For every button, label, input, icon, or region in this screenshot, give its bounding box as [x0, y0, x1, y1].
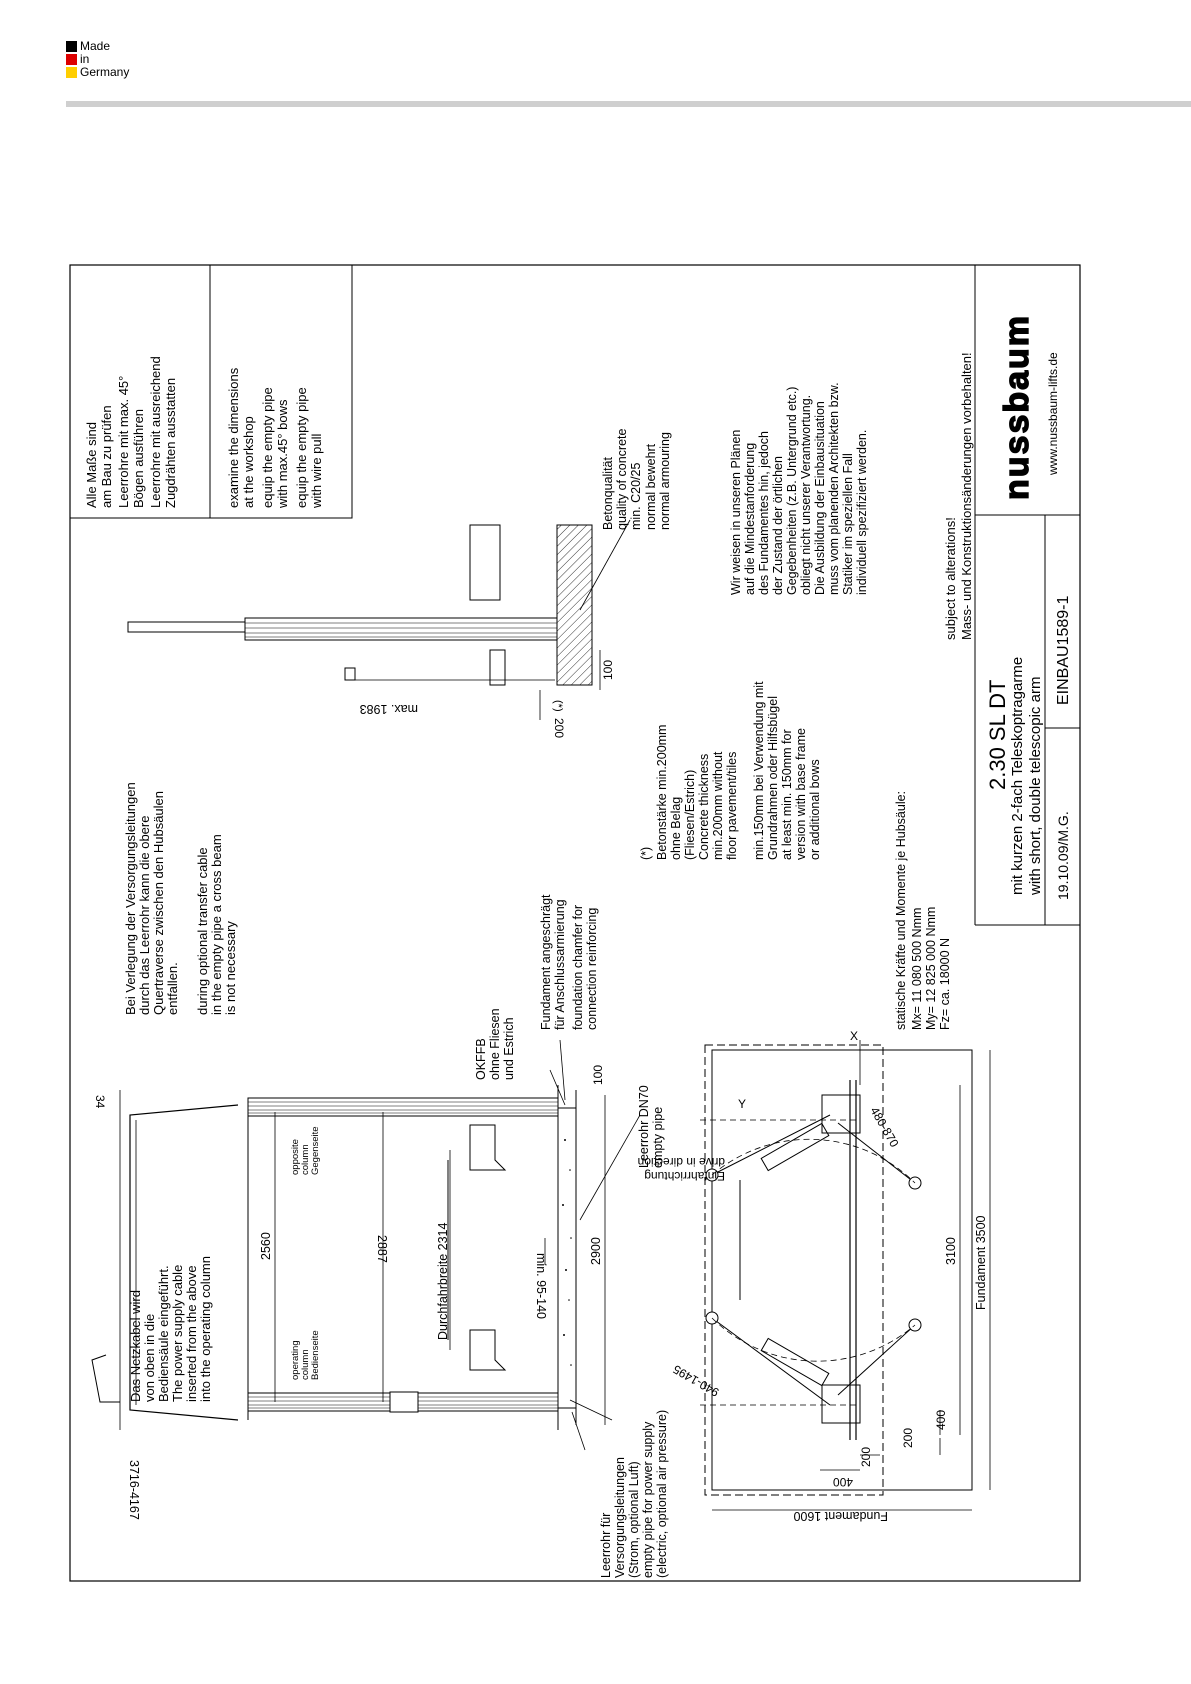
title-text — [985, 680, 1010, 790]
dim-940: 940-1495 — [670, 1362, 722, 1400]
force-my: My= 12 825 000 Nmm — [924, 906, 938, 1030]
side-foundation — [557, 525, 592, 685]
lift-arms-front — [448, 1125, 505, 1370]
okffb-2: ohne Fliesen — [488, 1008, 502, 1080]
control-box — [390, 1392, 418, 1412]
note-en-1: examine the dimensions — [226, 367, 241, 508]
note-de-3: Leerrohre mit max. 45° — [116, 375, 131, 508]
dim-200c-label — [901, 1428, 915, 1448]
sp-5: (electric, optional air pressure) — [655, 1409, 669, 1578]
dim-100b: 100 — [601, 659, 615, 680]
mindest-10: individuell spezifiziert werden. — [855, 429, 869, 595]
bf-5: or additional bows — [808, 759, 822, 860]
dim-3100-label — [944, 1237, 958, 1265]
oc-1: opposite — [290, 1139, 301, 1175]
mindest-5: Gegebenheiten (z.B. Untergrund etc.) — [785, 386, 799, 595]
pc-6: into the operating column — [198, 1256, 213, 1402]
dim-400b-label — [934, 1410, 948, 1430]
cb-de-4: entfallen. — [165, 962, 180, 1015]
cb-de-1: Bei Verlegung der Versorgungsleitungen — [123, 782, 138, 1015]
badge-in: in — [80, 52, 90, 66]
title-de: mit kurzen 2-fach Teleskoptragarme — [1009, 656, 1026, 895]
baseframe-note — [752, 681, 822, 860]
dim-2887: 2887 — [375, 1235, 389, 1263]
cq-5: normal armouring — [658, 432, 672, 530]
website: www.nussbaum-lifts.de — [1046, 352, 1060, 475]
ct-7: floor pavement/tiles — [725, 751, 739, 860]
oc-2: column — [300, 1144, 311, 1175]
ct-2: Betonstärke min.200mm — [655, 724, 669, 860]
dim-200a: 200 — [552, 718, 566, 739]
badge-germany: Germany — [80, 65, 130, 79]
cb-en-1: during optional transfer cable — [195, 847, 210, 1015]
dim-400a: 400 — [832, 1475, 853, 1489]
note-de-5: Leerrohre mit ausreichend — [148, 356, 163, 508]
alterations-de: Mass- und Konstruktionsänderungen vorbehalten! — [959, 352, 974, 640]
dim-480-label — [867, 1105, 901, 1150]
opc-3: Bedienseite — [310, 1330, 321, 1380]
opposite-column-label — [290, 1126, 321, 1175]
mindest-8: muss vom planenden Architekten bzw. — [827, 382, 841, 595]
dim-2560-label — [259, 1232, 273, 1260]
foundation-outline — [712, 1050, 972, 1490]
mindest-6: obliegt nicht unserer Verantwortung. — [799, 394, 813, 595]
title-model: 2.30 SL DT — [985, 679, 1010, 790]
dim-1600: Fundament 1600 — [793, 1509, 888, 1523]
drawing-number-label — [1055, 596, 1072, 705]
ct-4: (Fliesen/Estrich) — [683, 769, 697, 860]
brand-wordmark: nussbaum — [998, 313, 1036, 500]
pc-4: The power supply cable — [170, 1264, 185, 1402]
mindest-note — [729, 382, 869, 595]
note-de-1: Alle Maße sind — [84, 422, 99, 508]
concrete-quality — [601, 429, 672, 530]
note-de-2: am Bau zu prüfen — [99, 405, 114, 508]
okffb-1: OKFFB — [474, 1038, 488, 1080]
plan-pads — [706, 1169, 921, 1331]
note-de-4: Bögen ausführen — [131, 408, 146, 508]
dim-star-label — [552, 700, 564, 712]
dim-95-label — [534, 1253, 548, 1319]
sp-4: empty pipe for power supply — [641, 1421, 655, 1578]
dn70-1: Leerrohr DN70 — [637, 1085, 651, 1168]
cq-1: Betonqualität — [601, 457, 615, 530]
cq-4: normal bewehrt — [644, 443, 658, 530]
cq-3: min. C20/25 — [629, 462, 643, 530]
ct-6: min.200mm without — [711, 751, 725, 860]
plan-view — [638, 1029, 990, 1523]
mindest-3: des Fundamentes hin, jedoch — [757, 431, 771, 595]
chamfer-4: connection reinforcing — [585, 907, 599, 1030]
ct-5: Concrete thickness — [697, 753, 711, 860]
dim-3500-label — [974, 1215, 988, 1310]
plan-column-bottom — [822, 1385, 860, 1423]
forces-note — [894, 791, 952, 1030]
dim-34: 34 — [93, 1095, 107, 1109]
dim-2560: 2560 — [259, 1232, 273, 1260]
axis-y: Y — [738, 1097, 747, 1111]
dim-2887-label — [375, 1235, 389, 1263]
note-en-2: at the workshop — [241, 416, 256, 508]
alterations-en: subject to alterations! — [943, 517, 958, 640]
dim-2900-label — [589, 1237, 603, 1265]
oc-3: Gegenseite — [310, 1126, 321, 1175]
dim-2314-label — [436, 1223, 450, 1340]
dn70-2: empty pipe — [651, 1106, 665, 1168]
title-descriptions — [1009, 657, 1044, 896]
cb-de-2: durch das Leerrohr kann die obere — [137, 815, 152, 1015]
concrete-thickness — [639, 725, 739, 860]
title-en: with short, double telescopic arm — [1027, 676, 1044, 895]
opposite-column — [248, 1098, 558, 1116]
alterations-note — [943, 352, 974, 640]
chamfer-3: foundation chamfer for — [571, 904, 585, 1030]
foundation-slab — [558, 1108, 576, 1408]
dim-100a: 100 — [591, 1064, 605, 1085]
note-de-6: Zugdrähten ausstatten — [163, 377, 178, 508]
bf-2: Grundrahmen oder Hilfsbügel — [766, 696, 780, 860]
drawing-date: 19.10.09/M.G. — [1055, 811, 1071, 900]
badge-made: Made — [80, 39, 111, 53]
opc-2: column — [300, 1349, 311, 1380]
dim-2314: Durchfahrbreite 2314 — [436, 1222, 450, 1340]
side-column — [245, 618, 557, 640]
dim-200b: 200 — [859, 1446, 873, 1467]
mindest-9: Statiker im speziellen Fall — [841, 453, 855, 595]
okffb-3: und Estrich — [502, 1017, 516, 1080]
chamfer-2: für Anschlussarmierung — [553, 899, 567, 1030]
pc-3: Bediensäule eingeführt. — [156, 1265, 171, 1402]
website-label — [1046, 352, 1060, 476]
drive-de: Einfahrrichtung — [644, 1169, 725, 1183]
brand-logo — [998, 314, 1036, 500]
note-en-5: equip the empty pipe — [294, 387, 309, 508]
axis-labels — [738, 1029, 858, 1111]
chamfer-1: Fundament angeschrägt — [539, 894, 553, 1030]
dim-3500: Fundament 3500 — [974, 1215, 988, 1310]
mindest-1: Wir weisen in unseren Plänen — [729, 429, 743, 595]
okffb-note — [474, 1008, 516, 1080]
side-column-extension — [128, 622, 245, 632]
note-en-3: equip the empty pipe — [260, 387, 275, 508]
mindest-2: auf die Mindestanforderung — [743, 442, 757, 595]
dim-100b-label — [601, 660, 615, 680]
dim-200c: 200 — [901, 1427, 915, 1448]
chamfer-note — [539, 894, 599, 1030]
dim-max-label — [360, 702, 418, 716]
bf-1: min.150mm bei Verwendung mit — [752, 681, 766, 860]
notes-box-en — [226, 367, 324, 509]
bf-4: version with base frame — [794, 727, 808, 860]
date-label — [1055, 811, 1071, 900]
dim-star: (*) — [552, 700, 564, 712]
dim-480: 480-870 — [867, 1104, 902, 1150]
side-elevation — [128, 520, 630, 738]
dim-2900: 2900 — [589, 1237, 603, 1265]
side-arms — [345, 525, 505, 685]
force-mx: Mx= 11 080 500 Nmm — [910, 907, 924, 1030]
sp-2: Versorgungsleitungen — [613, 1457, 627, 1578]
cb-en-2: in the empty pipe a cross beam — [209, 834, 224, 1015]
note-en-6: with wire pull — [309, 433, 324, 508]
operating-column-label — [290, 1330, 321, 1380]
force-fz: Fz= ca. 18000 N — [938, 937, 952, 1030]
sp-3: (Strom, optional Luft) — [627, 1461, 641, 1578]
opc-1: operating — [290, 1340, 301, 1380]
cross-beam-note — [123, 782, 238, 1015]
dim-95: min. 95-140 — [534, 1253, 548, 1320]
notes-box-de — [84, 356, 178, 508]
dim-100a-label — [591, 1065, 605, 1085]
ct-1: (*) — [639, 846, 653, 860]
drawing-number: EINBAU1589-1 — [1055, 595, 1072, 705]
drive-en: drive in direction — [637, 1155, 725, 1169]
dim-3716-label — [127, 1460, 141, 1520]
dim-200b-label — [859, 1447, 873, 1467]
dim-max: max. 1983 — [359, 702, 418, 716]
pc-2: von oben in die — [142, 1313, 157, 1402]
plan-column-top — [822, 1095, 860, 1133]
sp-1: Leerrohr für — [599, 1512, 613, 1578]
cq-2: quality of concrete — [615, 428, 629, 530]
note-en-4: with max.45° bows — [275, 399, 290, 508]
pc-1: Das Netzkabel wird — [128, 1290, 143, 1402]
plan-dimension-lines — [712, 1040, 990, 1510]
dim-200a-label — [552, 718, 566, 738]
supply-pipe-note — [599, 1410, 669, 1578]
drive-direction-label — [638, 1155, 725, 1183]
ct-3: ohne Belag — [669, 796, 683, 860]
dim-940-label — [670, 1362, 721, 1400]
bf-3: at least min. 150mm for — [780, 729, 794, 860]
dim-34-label — [93, 1095, 107, 1109]
mindest-7: Die Ausbildung der Einbausituation — [813, 401, 827, 595]
cb-en-3: is not necessary — [223, 921, 238, 1015]
dim-3100: 3100 — [944, 1237, 958, 1265]
dim-400a-label — [833, 1475, 853, 1489]
dim-1600-label — [793, 1509, 888, 1523]
dim-3716: 3716-4167 — [127, 1460, 141, 1520]
axis-x: X — [850, 1029, 859, 1043]
dim-400b: 400 — [934, 1409, 948, 1430]
power-cable-leader — [92, 1355, 120, 1402]
pc-5: inserted from the above — [184, 1265, 199, 1402]
power-cable-note — [128, 1256, 213, 1402]
cb-de-3: Quertraverse zwischen den Hubsäulen — [151, 790, 166, 1015]
forces-title: statische Kräfte und Momente je Hubsäule: — [894, 790, 908, 1030]
mindest-4: der Zustand der örtlichen — [771, 456, 785, 595]
